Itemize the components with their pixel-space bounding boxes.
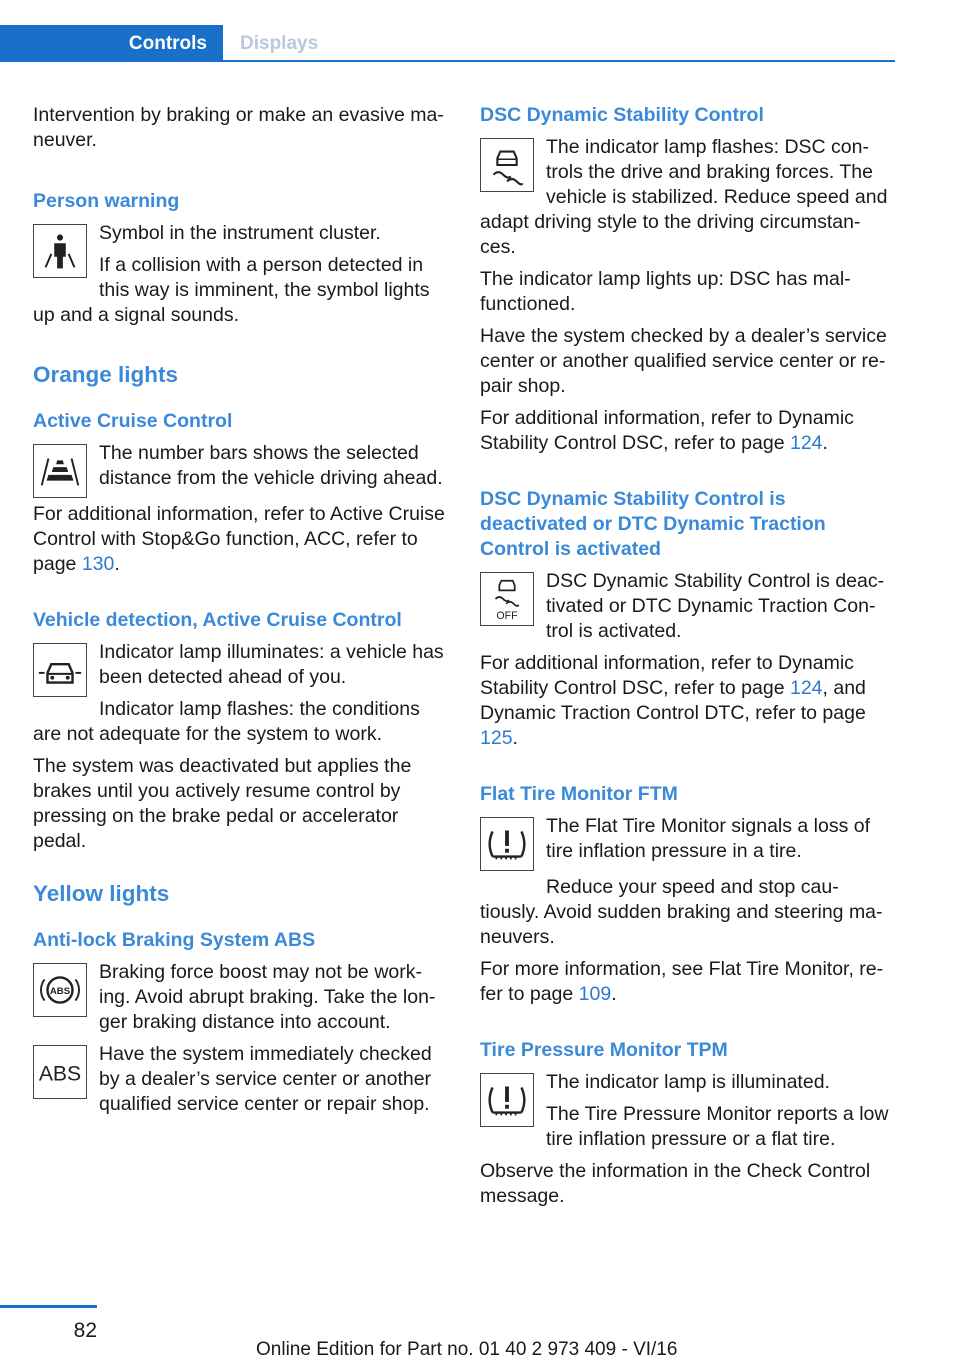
paragraph: Symbol in the instrument cluster.: [99, 222, 381, 244]
paragraph: The Tire Pressure Monitor reports a low tire inflation pressure or a flat tire.: [546, 1103, 889, 1150]
paragraph: Indicator lamp flashes: the conditions are not adequate for the system to work.: [33, 698, 420, 745]
section-title: Active Cruise Control: [33, 410, 233, 432]
heading-orange-lights: Orange lights: [33, 362, 179, 387]
page-link[interactable]: 125: [480, 727, 513, 749]
section-tire-pressure-monitor: [480, 1038, 896, 1209]
paragraph: The indicator lamp flashes: DSC con‐trols the drive and braking forces. The vehicle is stabilized. Reduce speed and adapt driving style to the driving circumstan‐ces.: [480, 136, 888, 258]
page-link[interactable]: 130: [81, 553, 115, 575]
header-divider: [0, 60, 895, 62]
svg-text:ABS: ABS: [38, 1062, 82, 1086]
paragraph: The number bars shows the selected distance from the vehicle driving ahead.: [99, 442, 443, 489]
tire-warning-icon: [480, 817, 534, 871]
paragraph: Indicator lamp illuminates: a vehicle has been detected ahead of you.: [99, 641, 444, 688]
distance-bars-icon: [33, 444, 87, 498]
svg-text:OFF: OFF: [496, 610, 518, 623]
paragraph: The Flat Tire Monitor signals a loss of tire inflation pressure in a tire.: [546, 815, 871, 862]
section-title: DSC Dynamic Stability Control is deactivated or DTC Dynamic Traction Control is activated: [480, 488, 826, 560]
header-tabs: [0, 25, 895, 62]
svg-text:ABS: ABS: [49, 985, 71, 997]
section-title: Anti-lock Braking System ABS: [33, 929, 316, 951]
section-dsc: [480, 103, 896, 456]
paragraph: The indicator lamp lights up: DSC has mal‐functioned.: [480, 268, 851, 315]
paragraph: For more information, see Flat Tire Monitor, re‐fer to page 109.: [480, 958, 884, 1005]
page-link[interactable]: 109: [578, 983, 612, 1005]
paragraph: Reduce your speed and stop cau‐tiously. Avoid sudden braking and steering ma‐neuvers.: [480, 876, 883, 948]
vehicle-ahead-icon: [33, 643, 87, 697]
section-abs: [33, 928, 449, 1124]
tab-controls[interactable]: Controls: [0, 25, 223, 61]
section-person-warning: [33, 189, 449, 335]
edition-text: Online Edition for Part no. 01 40 2 973 409 - VI/16: [256, 1339, 678, 1360]
footer-divider: [0, 1305, 97, 1308]
paragraph: For additional information, refer to Dynamic Stability Control DSC, refer to page 124, and Dynamic Traction Control DTC, refer to page 125.: [480, 652, 866, 749]
section-title: Vehicle detection, Active Cruise Control: [33, 609, 402, 631]
section-title: DSC Dynamic Stability Control: [480, 104, 764, 126]
section-title: Flat Tire Monitor FTM: [480, 783, 678, 805]
section-title: Tire Pressure Monitor TPM: [480, 1039, 728, 1061]
paragraph: If a collision with a person detected in this way is imminent, the symbol lights up and a signal sounds.: [33, 254, 430, 326]
page-number: 82: [73, 1319, 97, 1342]
page-link[interactable]: 124: [789, 432, 823, 454]
abs-text-icon: [33, 1045, 87, 1099]
section-title: Person warning: [33, 190, 180, 212]
paragraph: For additional information, refer to Dynamic Stability Control DSC, refer to page 124.: [480, 407, 854, 454]
section-active-cruise-control: [33, 409, 449, 577]
paragraph: The indicator lamp is illuminated.: [546, 1071, 830, 1093]
right-column: [480, 103, 896, 1216]
paragraph: DSC Dynamic Stability Control is deac‐tivated or DTC Dynamic Traction Con‐trol is activated.: [546, 570, 885, 642]
tire-pressure-icon: [480, 1073, 534, 1127]
paragraph: For additional information, refer to Active Cruise Control with Stop&Go function, ACC, refer to page 130.: [33, 503, 445, 575]
paragraph: The system was deactivated but applies the brakes until you actively resume control by pressing on the brake pedal or accelerator pedal.: [33, 755, 412, 852]
section-vehicle-detection: [33, 608, 449, 854]
abs-circle-icon: [33, 963, 87, 1017]
heading-yellow-lights: Yellow lights: [33, 881, 170, 906]
page-link[interactable]: 124: [789, 677, 823, 699]
intro-text: Intervention by braking or make an evasive ma‐neuver.: [33, 104, 444, 151]
dsc-off-icon: [480, 572, 534, 626]
section-dsc-off: [480, 487, 896, 751]
paragraph: Have the system checked by a dealer’s service center or another qualified service center or re‐pair shop.: [480, 325, 887, 397]
paragraph: Observe the information in the Check Control message.: [480, 1160, 871, 1207]
section-flat-tire-monitor: [480, 782, 896, 1007]
dsc-icon: [480, 138, 534, 192]
person-warning-icon: [33, 224, 87, 278]
left-column: [33, 103, 449, 1124]
paragraph: Have the system immediately checked by a dealer’s service center or another qualified service center or repair shop.: [99, 1043, 432, 1115]
tab-displays[interactable]: Displays: [240, 32, 319, 54]
paragraph: Braking force boost may not be work‐ing. Avoid abrupt braking. Take the lon‐ger braking distance into account.: [99, 961, 436, 1033]
